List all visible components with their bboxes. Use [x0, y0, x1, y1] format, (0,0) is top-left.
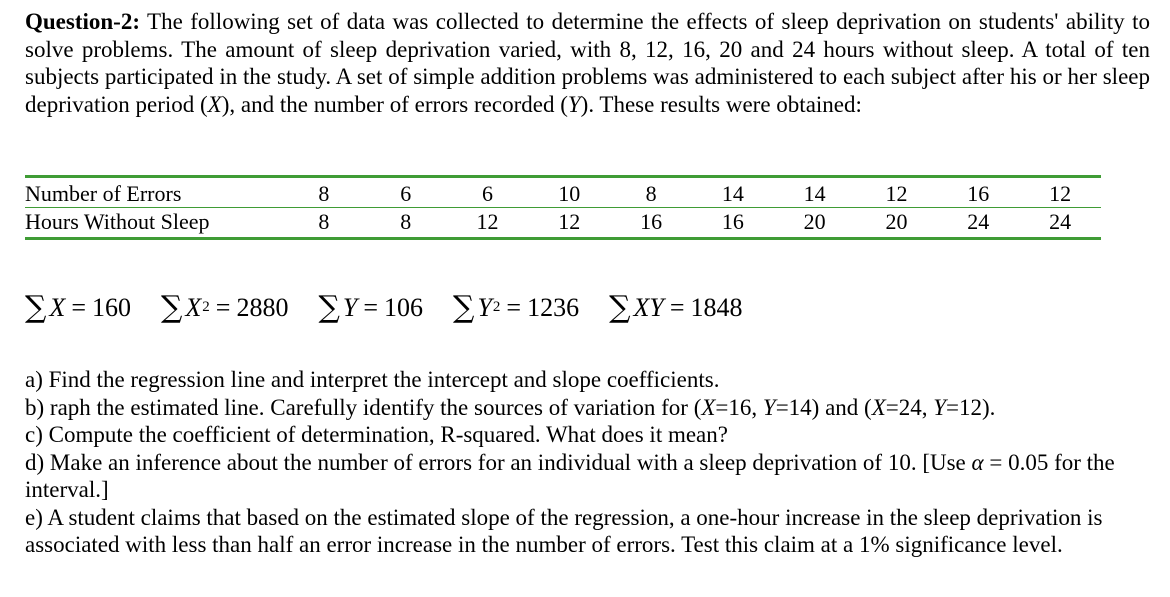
sum-variable: Y — [342, 292, 358, 322]
question-c: c) Compute the coefficient of determination, R-squared. What does it mean? — [25, 422, 728, 447]
sigma-symbol: ∑ — [609, 290, 631, 325]
table-row-errors — [25, 177, 1101, 208]
sum-x: ∑ X = 160 — [25, 290, 131, 325]
sum-exponent: 2 — [492, 299, 501, 315]
table-cell: 8 — [283, 208, 365, 239]
table-cell: 24 — [1019, 208, 1101, 239]
sum-value: 2880 — [236, 292, 289, 322]
table-row-hours — [25, 208, 1101, 239]
sum-x-squared: ∑ X 2 = 2880 — [160, 290, 289, 325]
var-x: X — [207, 91, 222, 117]
table-cell: 16 — [937, 177, 1019, 208]
intro-text-3: ). These results were obtained: — [580, 91, 862, 117]
sum-variable: X — [185, 292, 202, 322]
row-label: Number of Errors — [25, 177, 283, 208]
sum-variable: X — [49, 292, 66, 322]
table-cell: 24 — [937, 208, 1019, 239]
sum-xy: ∑ XY = 1848 — [609, 290, 743, 325]
table-cell: 12 — [528, 208, 610, 239]
var-y: Y — [567, 91, 581, 117]
question-d: d) Make an inference about the number of errors for an individual with a sleep deprivation of 10. [Use α = 0.05 for the interval.] — [25, 449, 1115, 502]
sum-variable: Y — [477, 292, 492, 322]
sum-value: 1848 — [690, 292, 743, 322]
table-cell: 6 — [365, 177, 447, 208]
sum-y: ∑ Y = 106 — [318, 290, 424, 325]
sum-value: 1236 — [527, 292, 580, 322]
table-cell: 16 — [610, 208, 692, 239]
table-cell: 12 — [447, 208, 529, 239]
data-table — [25, 175, 1101, 240]
sigma-symbol: ∑ — [25, 290, 47, 325]
table-cell: 14 — [692, 177, 774, 208]
question-e: e) A student claims that based on the estimated slope of the regression, a one-hour increase in the sleep deprivation is associated with less than half an error increase in the number of errors. Test this claim at a 1% significance level. — [25, 504, 1103, 557]
summary-sums — [25, 290, 773, 325]
table-cell: 20 — [774, 208, 856, 239]
sum-exponent: 2 — [202, 299, 210, 315]
table-cell: 16 — [692, 208, 774, 239]
table-cell: 8 — [365, 208, 447, 239]
question-list — [25, 366, 1150, 559]
sigma-symbol: ∑ — [453, 290, 475, 325]
sum-variable: XY — [633, 292, 664, 322]
row-label: Hours Without Sleep — [25, 208, 283, 239]
question-b: b) raph the estimated line. Carefully identify the sources of variation for (X=16, Y=14) and (X=24, Y=12). — [25, 394, 996, 420]
sum-y-squared: ∑ Y 2 = 1236 — [453, 290, 580, 325]
sigma-symbol: ∑ — [318, 290, 340, 325]
table-cell: 12 — [1019, 177, 1101, 208]
table-cell: 6 — [447, 177, 529, 208]
question-a: a) Find the regression line and interpret the intercept and slope coefficients. — [25, 367, 720, 392]
sum-value: 160 — [91, 292, 131, 322]
intro-text-1: The following set of data was collected to determine the effects of sleep deprivation on students' ability to solve problems. The amount of sleep deprivation varied, with 8, 12, 16, 20 and 24 hours without sleep. A total of ten subjects participated in the study. A set of simple addition problems was administered to each subject after his or her sleep deprivation period ( — [25, 9, 1150, 117]
table-cell: 12 — [856, 177, 938, 208]
table-cell: 8 — [610, 177, 692, 208]
table-cell: 14 — [774, 177, 856, 208]
table-cell: 20 — [856, 208, 938, 239]
sigma-symbol: ∑ — [160, 290, 183, 325]
question-label: Question-2: — [25, 9, 140, 34]
intro-text-2: ), and the number of errors recorded ( — [221, 91, 568, 117]
table-cell: 10 — [528, 177, 610, 208]
alpha-symbol: α — [971, 449, 984, 475]
sum-value: 106 — [384, 292, 424, 322]
table-cell: 8 — [283, 177, 365, 208]
question-intro — [25, 8, 1150, 118]
